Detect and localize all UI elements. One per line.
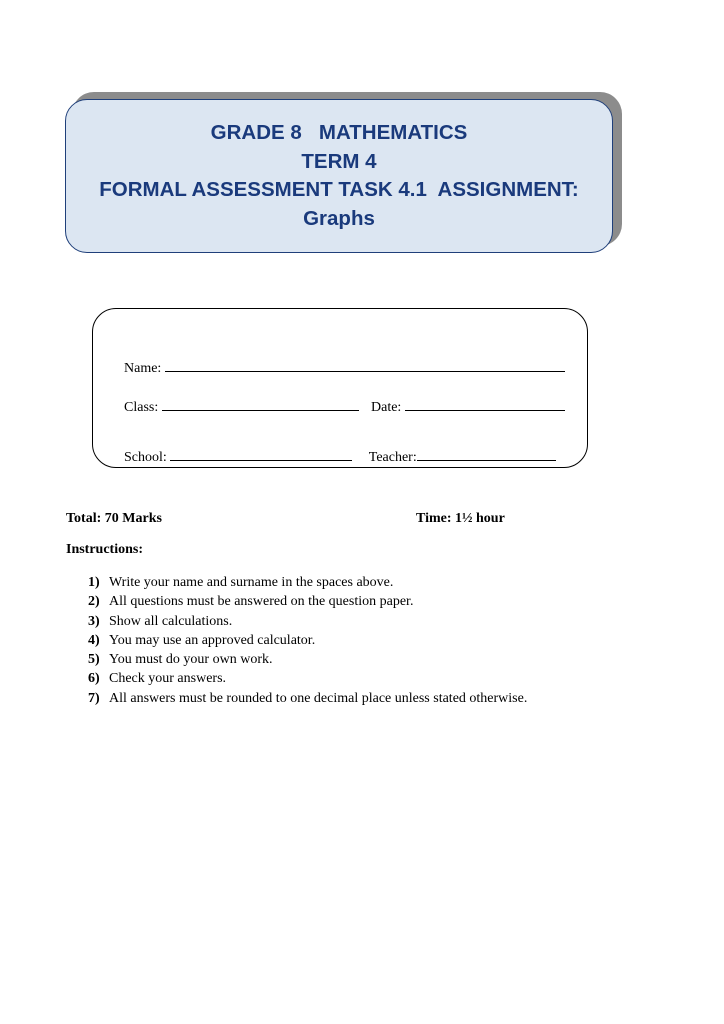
title-box <box>65 99 613 253</box>
instruction-number: 2) <box>88 594 100 610</box>
instruction-number: 4) <box>88 632 100 648</box>
title-task: FORMAL ASSESSMENT TASK 4.1 ASSIGNMENT: <box>99 178 579 201</box>
date-label: Date: <box>371 400 402 415</box>
instructions-list <box>88 573 527 708</box>
instruction-number: 3) <box>88 613 100 629</box>
instruction-item <box>88 631 527 650</box>
date-line[interactable] <box>405 397 565 411</box>
name-line[interactable] <box>165 358 565 372</box>
instruction-item <box>88 573 527 592</box>
teacher-label: Teacher: <box>368 450 417 465</box>
instruction-text: Show all calculations. <box>109 613 233 629</box>
instruction-item <box>88 689 527 708</box>
time-allowed: Time: 1½ hour <box>416 511 505 526</box>
instruction-number: 6) <box>88 671 100 687</box>
instruction-text: All answers must be rounded to one decimal place unless stated otherwise. <box>109 690 528 706</box>
instruction-item <box>88 612 527 631</box>
instruction-text: Check your answers. <box>109 671 227 687</box>
instruction-text: Write your name and surname in the spaces above. <box>109 575 394 590</box>
school-field[interactable] <box>110 431 352 482</box>
instructions-heading: Instructions: <box>66 542 144 557</box>
date-field[interactable] <box>357 381 565 432</box>
instruction-number: 5) <box>88 652 100 668</box>
class-label: Class: <box>124 400 159 415</box>
title-topic: Graphs <box>303 206 375 230</box>
class-field[interactable] <box>110 381 359 432</box>
total-marks: Total: 70 Marks <box>66 511 162 526</box>
instruction-item <box>88 650 527 669</box>
school-line[interactable] <box>170 447 352 461</box>
instruction-number: 7) <box>88 690 100 706</box>
teacher-field[interactable] <box>355 431 556 482</box>
title-grade-subject: GRADE 8 MATHEMATICS <box>210 121 468 144</box>
instruction-text: You must do your own work. <box>109 652 273 668</box>
instruction-item <box>88 669 527 688</box>
instruction-text: You may use an approved calculator. <box>109 632 316 648</box>
school-label: School: <box>124 450 167 465</box>
learner-details-box <box>92 308 588 468</box>
teacher-line[interactable] <box>417 447 556 461</box>
instruction-text: All questions must be answered on the question paper. <box>109 594 414 610</box>
class-line[interactable] <box>162 397 359 411</box>
name-label: Name: <box>124 361 162 376</box>
title-term: TERM 4 <box>301 149 377 173</box>
instruction-item <box>88 592 527 611</box>
instruction-number: 1) <box>88 575 100 590</box>
